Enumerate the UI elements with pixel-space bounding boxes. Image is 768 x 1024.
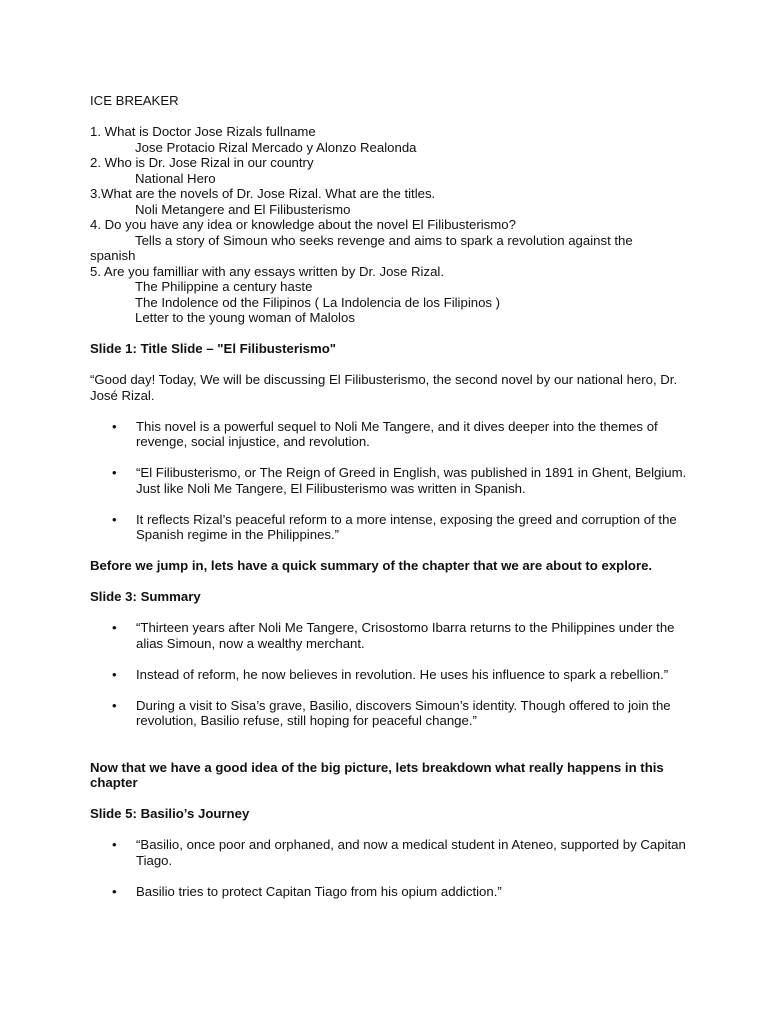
list-item [90,620,690,651]
spacer [90,605,690,621]
slide1-bullet-list [90,419,690,543]
transition-text: Now that we have a good idea of the big picture, lets breakdown what really happens in this chapter [90,759,664,790]
spacer [90,403,690,419]
list-item [90,698,690,729]
bullet-text: Basilio tries to protect Capitan Tiago from his opium addiction.” [136,883,502,899]
question-line: 1. What is Doctor Jose Rizals fullname [90,124,316,139]
spacer [90,729,690,745]
answer-line: Tells a story of Simoun who seeks revenge and aims to spark a revolution against the [135,232,633,248]
spacer [90,357,690,373]
answer-line: Noli Metangere and El Filibusterismo [135,201,351,217]
question-line: 4. Do you have any idea or knowledge about the novel El Filibusterismo? [90,217,516,232]
spacer [90,326,690,342]
question-line: 2. Who is Dr. Jose Rizal in our country [90,155,314,170]
slide3-bullet-list [90,620,690,729]
bullet-glyph: • [112,620,117,635]
list-item [90,884,690,900]
bullet-text: It reflects Rizal’s peaceful reform to a more intense, exposing the greed and corruption of the Spanish regime in the Philippines.” [136,511,677,542]
bullet-glyph: • [112,511,117,527]
spacer [90,496,690,512]
slide1-heading: Slide 1: Title Slide – "El Filibusterismo" [90,341,337,356]
answer-line: Jose Protacio Rizal Mercado y Alonzo Realonda [135,139,417,155]
bullet-text: Instead of reform, he now believes in revolution. He uses his influence to spark a rebellion.” [136,666,669,682]
slide5-heading: Slide 5: Basilio’s Journey [90,806,250,821]
spacer [90,574,690,590]
answer-line: The Indolence od the Filipinos ( La Indolencia de los Filipinos ) [135,294,501,310]
transition-text: Before we jump in, lets have a quick summary of the chapter that we are about to explore. [90,558,653,573]
list-item [90,465,690,496]
slide5-bullet-list [90,837,690,899]
list-item [90,419,690,450]
bullet-glyph: • [112,666,117,682]
spacer [90,868,690,884]
bullet-glyph: • [112,418,117,434]
spacer [90,791,690,807]
slide3-heading: Slide 3: Summary [90,589,201,604]
list-item [90,837,690,868]
answer-line: The Philippine a century haste [135,279,313,294]
answer-line: Letter to the young woman of Malolos [135,310,355,325]
answer-line-continued: spanish [90,248,136,263]
bullet-text: “Thirteen years after Noli Me Tangere, Crisostomo Ibarra returns to the Philippines under the alias Simoun, now a wealthy merchant. [136,620,675,651]
list-item [90,512,690,543]
answer-line: National Hero [135,170,216,186]
list-item [90,667,690,683]
question-line: 5. Are you familliar with any essays written by Dr. Jose Rizal. [90,263,444,279]
document-page [90,93,690,899]
slide1-intro: “Good day! Today, We will be discussing El Filibusterismo, the second novel by our national hero, Dr. José Rizal. [90,372,678,403]
spacer [90,109,690,125]
spacer [90,682,690,698]
question-line: 3.What are the novels of Dr. Jose Rizal. What are the titles. [90,186,436,201]
spacer [90,450,690,466]
bullet-glyph: • [112,883,117,899]
spacer [90,744,690,760]
spacer [90,651,690,667]
spacer [90,822,690,838]
spacer [90,543,690,559]
bullet-text: “Basilio, once poor and orphaned, and now a medical student in Ateneo, supported by Capitan Tiago. [136,837,686,868]
bullet-text: “El Filibusterismo, or The Reign of Greed in English, was published in 1891 in Ghent, Belgium. Just like Noli Me Tangere, El Filibusterismo was written in Spanish. [136,465,687,496]
icebreaker-questions [90,124,690,326]
bullet-glyph: • [112,697,117,713]
bullet-glyph: • [112,465,117,480]
bullet-text: This novel is a powerful sequel to Noli Me Tangere, and it dives deeper into the themes of revenge, social injustice, and revolution. [136,418,658,449]
icebreaker-heading: ICE BREAKER [90,93,179,108]
bullet-text: During a visit to Sisa’s grave, Basilio, discovers Simoun’s identity. Though offered to join the revolution, Basilio refuse, still hoping for peaceful change.” [136,697,671,728]
bullet-glyph: • [112,837,117,852]
